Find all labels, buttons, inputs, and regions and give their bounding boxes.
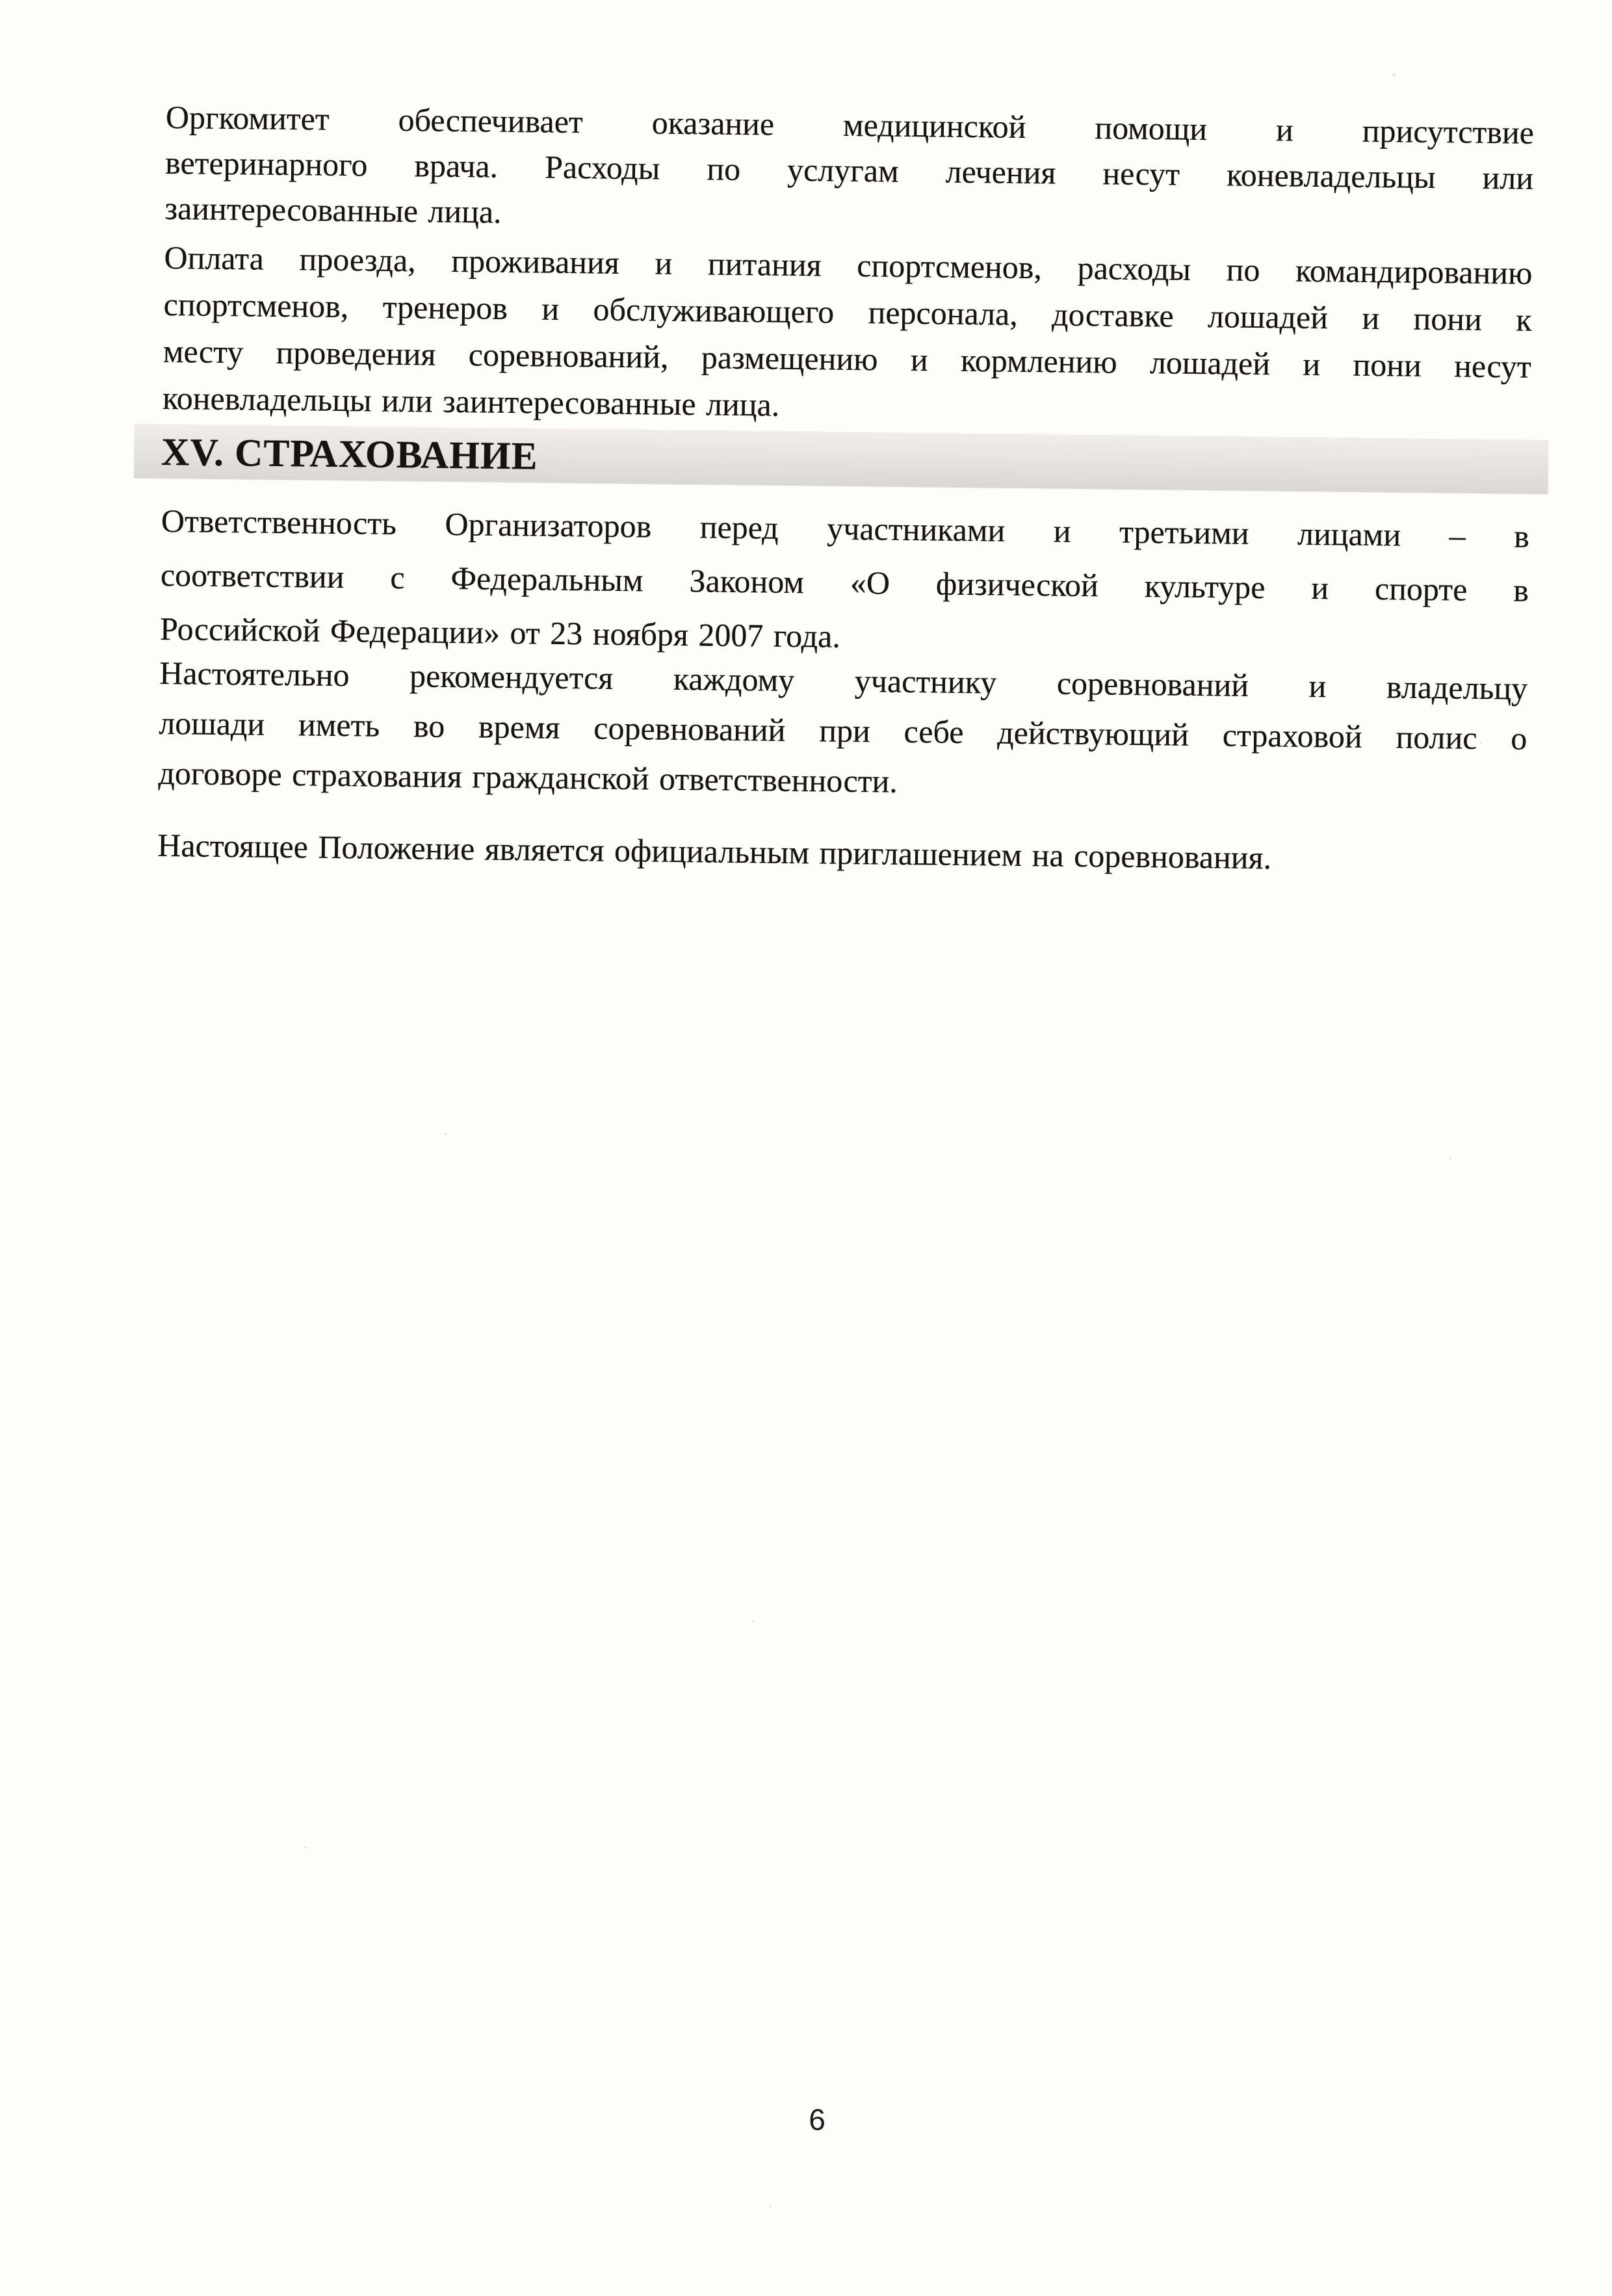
page-number: 6 xyxy=(809,2102,826,2137)
scan-speckle xyxy=(753,1620,755,1623)
text-line: Российской Федерации» от 23 ноября 2007 года. xyxy=(159,610,841,655)
scan-speckle xyxy=(1480,742,1482,744)
text-line: спортсменов, тренеров и обслуживающего персонала, доставке лошадей и пони к xyxy=(163,285,1532,338)
text-line: ветеринарного врача. Расходы по услугам лечения несут коневладельцы или xyxy=(164,144,1534,196)
text-line: коневладельцы или заинтересованные лица. xyxy=(162,379,780,423)
scan-speckle xyxy=(1393,73,1396,76)
scan-speckle xyxy=(304,1847,307,1849)
text-line: Ответственность Организаторов перед участниками и третьими лицами – в xyxy=(161,502,1530,554)
text-line: лошади иметь во время соревнований при себе действующий страховой полис о xyxy=(159,704,1528,757)
section-heading-insurance: XV. СТРАХОВАНИЕ xyxy=(161,430,538,478)
scan-speckle xyxy=(770,2206,772,2208)
paragraph-organizers-liability xyxy=(160,494,1530,672)
paragraph-travel-costs xyxy=(162,234,1533,437)
paragraph-medical-assistance xyxy=(164,94,1534,246)
text-line: Оргкомитет обеспечивает оказание медицинской помощи и присутствие xyxy=(165,99,1535,151)
text-line: месту проведения соревнований, размещению и кормлению лошадей и пони несут xyxy=(162,332,1532,385)
text-line: Оплата проезда, проживания и питания спортсменов, расходы по командированию xyxy=(164,239,1533,291)
paragraph-insurance-recommendation xyxy=(158,648,1528,814)
text-line: договоре страхования гражданской ответственности. xyxy=(158,754,898,800)
text-line: заинтересованные лица. xyxy=(164,189,502,230)
text-line: Настоятельно рекомендуется каждому участнику соревнований и владельцу xyxy=(159,654,1528,707)
scan-speckle xyxy=(445,1133,447,1135)
text-line: соответствии с Федеральным Законом «О физической культуре и спорте в xyxy=(160,556,1529,608)
scan-speckle xyxy=(1450,1158,1451,1160)
paragraph-closing-statement: Настоящее Положение является официальным приглашением на соревнования. xyxy=(157,826,1272,876)
